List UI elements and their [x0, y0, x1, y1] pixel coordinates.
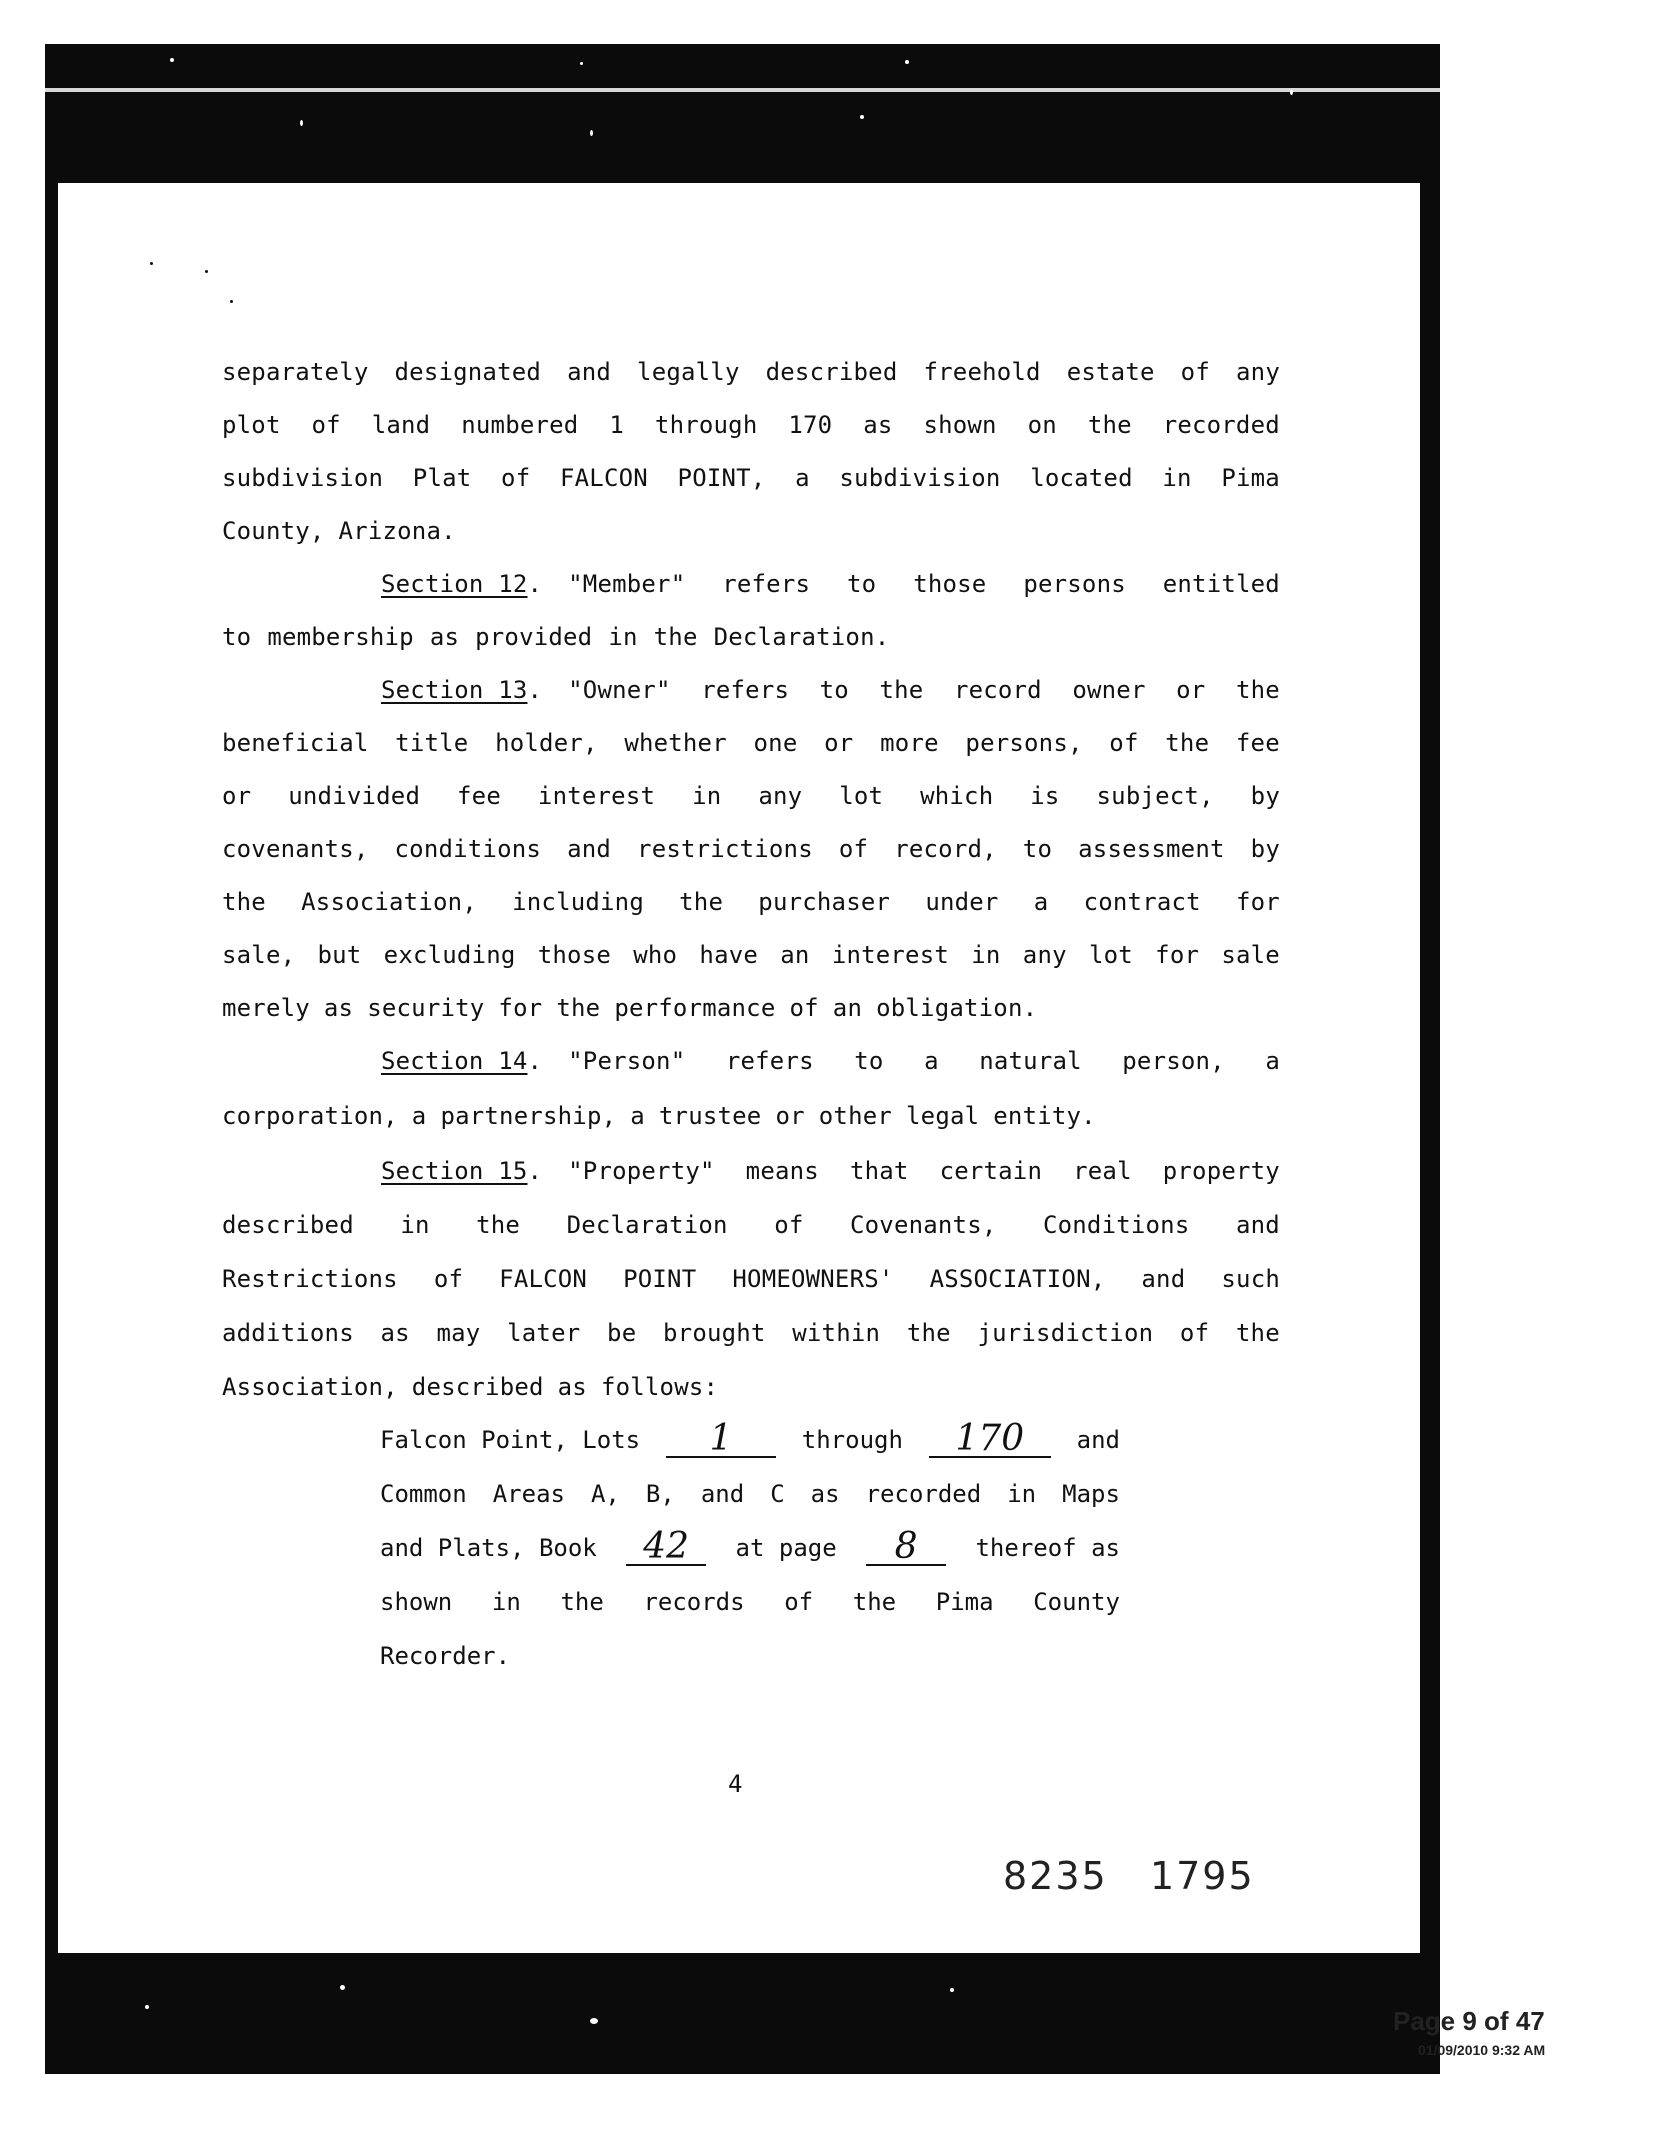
thereof-word: thereof as [975, 1534, 1120, 1562]
word: the [879, 676, 924, 704]
section-15-line: Section 15. "Property" means that certain real property [381, 1157, 1280, 1185]
word: to [819, 676, 849, 704]
word: those [537, 941, 611, 969]
word: the [556, 994, 601, 1022]
word: later [507, 1319, 581, 1347]
word: that [849, 1157, 909, 1185]
word: to [222, 623, 252, 651]
book-handwritten: 42 [626, 1530, 706, 1566]
scan-speck [150, 262, 153, 265]
word: under [925, 888, 999, 916]
text-line [222, 1208, 1280, 1242]
recording-number: 8235 1795 [1003, 1854, 1255, 1898]
word: the [653, 623, 698, 651]
word: a [411, 1102, 427, 1130]
word: Maps [1062, 1480, 1120, 1508]
text-line [222, 1262, 1280, 1296]
word: lot [839, 782, 884, 810]
line-words [568, 570, 1280, 598]
word: and [567, 358, 612, 386]
and-word: and [1076, 1426, 1120, 1454]
word: assessment [1078, 835, 1225, 863]
word: legal [906, 1102, 980, 1130]
word: and [1141, 1265, 1186, 1293]
word: described [411, 1373, 544, 1401]
word: a [1265, 1047, 1280, 1075]
word: located [1030, 464, 1133, 492]
line-words [568, 676, 1280, 704]
word: shown [923, 411, 997, 439]
word: entity. [993, 1102, 1096, 1130]
line-words [568, 1157, 1280, 1185]
and-plats-book: and Plats, Book [380, 1534, 597, 1562]
word: of [789, 994, 819, 1022]
word: estate [1066, 358, 1155, 386]
word: trustee [658, 1102, 762, 1130]
word: recorded [1162, 411, 1280, 439]
scan-speck [580, 62, 583, 65]
word: means [745, 1157, 819, 1185]
section-13-heading: Section 13 [381, 676, 528, 704]
word: fee [457, 782, 501, 810]
word: natural [979, 1047, 1082, 1075]
word: refers [722, 570, 811, 598]
word: in [608, 623, 638, 651]
word: C [770, 1480, 785, 1508]
word: as [380, 1319, 410, 1347]
word: and [567, 835, 612, 863]
word: subdivision [222, 464, 384, 492]
word: FALCON [560, 464, 648, 492]
word: real [1073, 1157, 1132, 1185]
word: County, [222, 517, 325, 545]
word: provided [475, 623, 593, 651]
text-line [222, 514, 456, 548]
word: Pima [1221, 464, 1280, 492]
word: any [1236, 358, 1280, 386]
word: and [700, 1480, 745, 1508]
scan-speck [590, 130, 593, 136]
scan-speck [145, 2005, 149, 2009]
word: brought [663, 1319, 766, 1347]
word: person, [1122, 1047, 1225, 1075]
word: of [1180, 358, 1210, 386]
word: may [436, 1319, 481, 1347]
text-line [222, 779, 1280, 813]
word: as [863, 411, 893, 439]
word: Arizona. [338, 517, 456, 545]
word: in [491, 1588, 521, 1616]
word: separately [222, 358, 369, 386]
lots-line [380, 1526, 1120, 1567]
word: shown [380, 1588, 453, 1616]
word: designated [394, 358, 542, 386]
text-line [222, 355, 1280, 389]
word: of [774, 1211, 804, 1239]
section-14-line: Section 14. "Person" refers to a natural person, a [381, 1047, 1280, 1075]
scan-speck [205, 270, 208, 273]
word: beneficial [222, 729, 369, 757]
scan-speck [590, 2018, 598, 2024]
scan-speck [1290, 90, 1293, 95]
lot-to-handwritten: 170 [929, 1422, 1051, 1458]
lots-line [380, 1639, 1120, 1673]
word: on [1027, 411, 1057, 439]
word: more [880, 729, 939, 757]
word: an [832, 994, 863, 1022]
word: or [824, 729, 854, 757]
word: the [679, 888, 724, 916]
word: in [971, 941, 1001, 969]
word: lot [1088, 941, 1133, 969]
word: Association, [301, 888, 477, 916]
text-line [222, 461, 1280, 495]
word: Areas [492, 1480, 565, 1508]
word: records [643, 1588, 745, 1616]
word: Covenants, [850, 1211, 997, 1239]
word: or [222, 782, 252, 810]
word: numbered [461, 411, 579, 439]
word: as [429, 623, 460, 651]
word: record, [894, 835, 997, 863]
word: partnership, [440, 1102, 617, 1130]
word: County [1033, 1588, 1120, 1616]
word: "Property" [568, 1157, 715, 1185]
word: of [838, 835, 869, 863]
word: plot [222, 411, 281, 439]
text-line [222, 1316, 1280, 1350]
word: for [1155, 941, 1200, 969]
scan-speck [340, 1985, 345, 1990]
word: have [699, 941, 759, 969]
word: record [953, 676, 1042, 704]
text-line [222, 991, 1280, 1025]
through-word: through [801, 1426, 903, 1454]
word: holder, [495, 729, 598, 757]
word: through [654, 411, 758, 439]
word: Declaration [566, 1211, 728, 1239]
word: subject, [1096, 782, 1214, 810]
word: the [1165, 729, 1210, 757]
word: a [1033, 888, 1049, 916]
word: for [1236, 888, 1280, 916]
word: follows: [600, 1373, 719, 1401]
word: obligation. [876, 994, 1038, 1022]
word: 1 [609, 411, 625, 439]
footer-page-indicator: Page 9 of 47 [1393, 2006, 1545, 2036]
scan-top-rule [45, 88, 1440, 92]
word: to [1022, 835, 1053, 863]
word: persons, [965, 729, 1083, 757]
word: of [784, 1588, 814, 1616]
section-13-line: Section 13. "Owner" refers to the record owner or the [381, 676, 1280, 704]
word: a [795, 464, 810, 492]
text-line [222, 938, 1280, 972]
word: certain [939, 1157, 1043, 1185]
lots-line [380, 1418, 1120, 1459]
word: who [633, 941, 678, 969]
scan-speck [170, 58, 174, 62]
word: any [1022, 941, 1067, 969]
word: covenants, [222, 835, 369, 863]
scan-speck [905, 60, 909, 64]
scan-speck [230, 300, 233, 303]
word: fee [1235, 729, 1280, 757]
word: security [367, 994, 485, 1022]
word: described [765, 358, 898, 386]
scan-speck [860, 115, 864, 119]
word: those [913, 570, 987, 598]
word: land [371, 411, 431, 439]
word: the [476, 1211, 521, 1239]
at-page-word: at page [735, 1534, 837, 1562]
word: by [1250, 782, 1280, 810]
word: of [433, 1265, 464, 1293]
word: or [1176, 676, 1206, 704]
word: legally [637, 358, 740, 386]
word: of [1179, 1319, 1210, 1347]
word: of [311, 411, 341, 439]
word: excluding [383, 941, 516, 969]
word: refers [701, 676, 790, 704]
word: POINT, [677, 464, 766, 492]
text-line [222, 408, 1280, 442]
word: membership [267, 623, 414, 651]
word: refers [725, 1047, 814, 1075]
word: interest [537, 782, 656, 810]
word: which [920, 782, 994, 810]
word: property [1162, 1157, 1280, 1185]
lot-from-handwritten: 1 [666, 1422, 776, 1458]
word: and [1235, 1211, 1280, 1239]
word: sale [1221, 941, 1280, 969]
word: other [818, 1102, 893, 1130]
word: subdivision [839, 464, 1001, 492]
word: to [854, 1047, 884, 1075]
word: freehold [923, 358, 1041, 386]
word: entitled [1162, 570, 1280, 598]
word: "Owner" [568, 676, 671, 704]
text-line [222, 1370, 718, 1404]
word: for [498, 994, 543, 1022]
word: purchaser [758, 888, 891, 916]
word: described [222, 1211, 354, 1239]
text-line [222, 620, 1280, 654]
section-14-heading: Section 14 [381, 1047, 528, 1075]
word: additions [222, 1319, 354, 1347]
word: Pima [935, 1588, 994, 1616]
word: Declaration. [713, 623, 890, 651]
word: is [1030, 782, 1060, 810]
word: the [852, 1588, 897, 1616]
word: the [1087, 411, 1132, 439]
word: restrictions [637, 835, 813, 863]
word: owner [1072, 676, 1146, 704]
word: or [775, 1102, 805, 1130]
word: Plat [412, 464, 472, 492]
word: Restrictions [222, 1265, 398, 1293]
word: in [1162, 464, 1192, 492]
text-line [222, 832, 1280, 866]
word: corporation, [222, 1102, 398, 1130]
word: ASSOCIATION, [929, 1265, 1106, 1293]
word: an [780, 941, 810, 969]
word: as [557, 1373, 587, 1401]
word: title [395, 729, 469, 757]
text-line [222, 885, 1280, 919]
word: Association, [222, 1373, 398, 1401]
word: jurisdiction [977, 1319, 1154, 1347]
word: by [1250, 835, 1280, 863]
word: Conditions [1042, 1211, 1190, 1239]
section-12-heading: Section 12 [381, 570, 528, 598]
word: the [222, 888, 266, 916]
word: any [758, 782, 803, 810]
lots-prefix: Falcon Point, Lots [380, 1426, 641, 1454]
recorder-word: Recorder. [380, 1642, 511, 1670]
word: a [924, 1047, 939, 1075]
word: recorded [865, 1480, 982, 1508]
word: be [607, 1319, 637, 1347]
word: the [1235, 676, 1280, 704]
word: as [323, 994, 354, 1022]
word: the [1235, 1319, 1280, 1347]
word: in [1007, 1480, 1037, 1508]
lots-line [380, 1477, 1120, 1511]
page-handwritten: 8 [866, 1530, 946, 1566]
text-line [222, 726, 1280, 760]
word: "Person" [568, 1047, 686, 1075]
word: within [792, 1319, 881, 1347]
scan-speck [950, 1988, 954, 1992]
word: in [692, 782, 722, 810]
word: B, [645, 1480, 675, 1508]
word: undivided [288, 782, 421, 810]
word: Common [380, 1480, 467, 1508]
word: a [630, 1102, 645, 1130]
word: whether [624, 729, 727, 757]
word: conditions [394, 835, 542, 863]
word: in [400, 1211, 430, 1239]
word: POINT [623, 1265, 697, 1293]
word: of [1109, 729, 1139, 757]
word: "Member" [568, 570, 686, 598]
word: the [560, 1588, 604, 1616]
word: as [810, 1480, 840, 1508]
word: contract [1083, 888, 1201, 916]
word: one [753, 729, 798, 757]
line-words [568, 1047, 1280, 1075]
word: the [906, 1319, 951, 1347]
section-15-heading: Section 15 [381, 1157, 528, 1185]
word: HOMEOWNERS' [732, 1265, 894, 1293]
word: persons [1023, 570, 1126, 598]
word: including [512, 888, 644, 916]
page-number: 4 [728, 1770, 743, 1798]
word: of [501, 464, 531, 492]
text-line [222, 1099, 1280, 1133]
word: sale, [222, 941, 296, 969]
word: to [847, 570, 877, 598]
word: interest [831, 941, 950, 969]
word: FALCON [499, 1265, 588, 1293]
word: A, [590, 1480, 620, 1508]
word: such [1221, 1265, 1280, 1293]
section-12-line: Section 12. "Member" refers to those persons entitled [381, 570, 1280, 598]
footer-datetime: 01/09/2010 9:32 AM [1418, 2042, 1546, 2058]
word: performance [614, 994, 776, 1022]
word: 170 [788, 411, 833, 439]
lots-line [380, 1585, 1120, 1619]
word: merely [222, 994, 310, 1022]
scan-speck [300, 120, 303, 126]
word: but [317, 941, 362, 969]
